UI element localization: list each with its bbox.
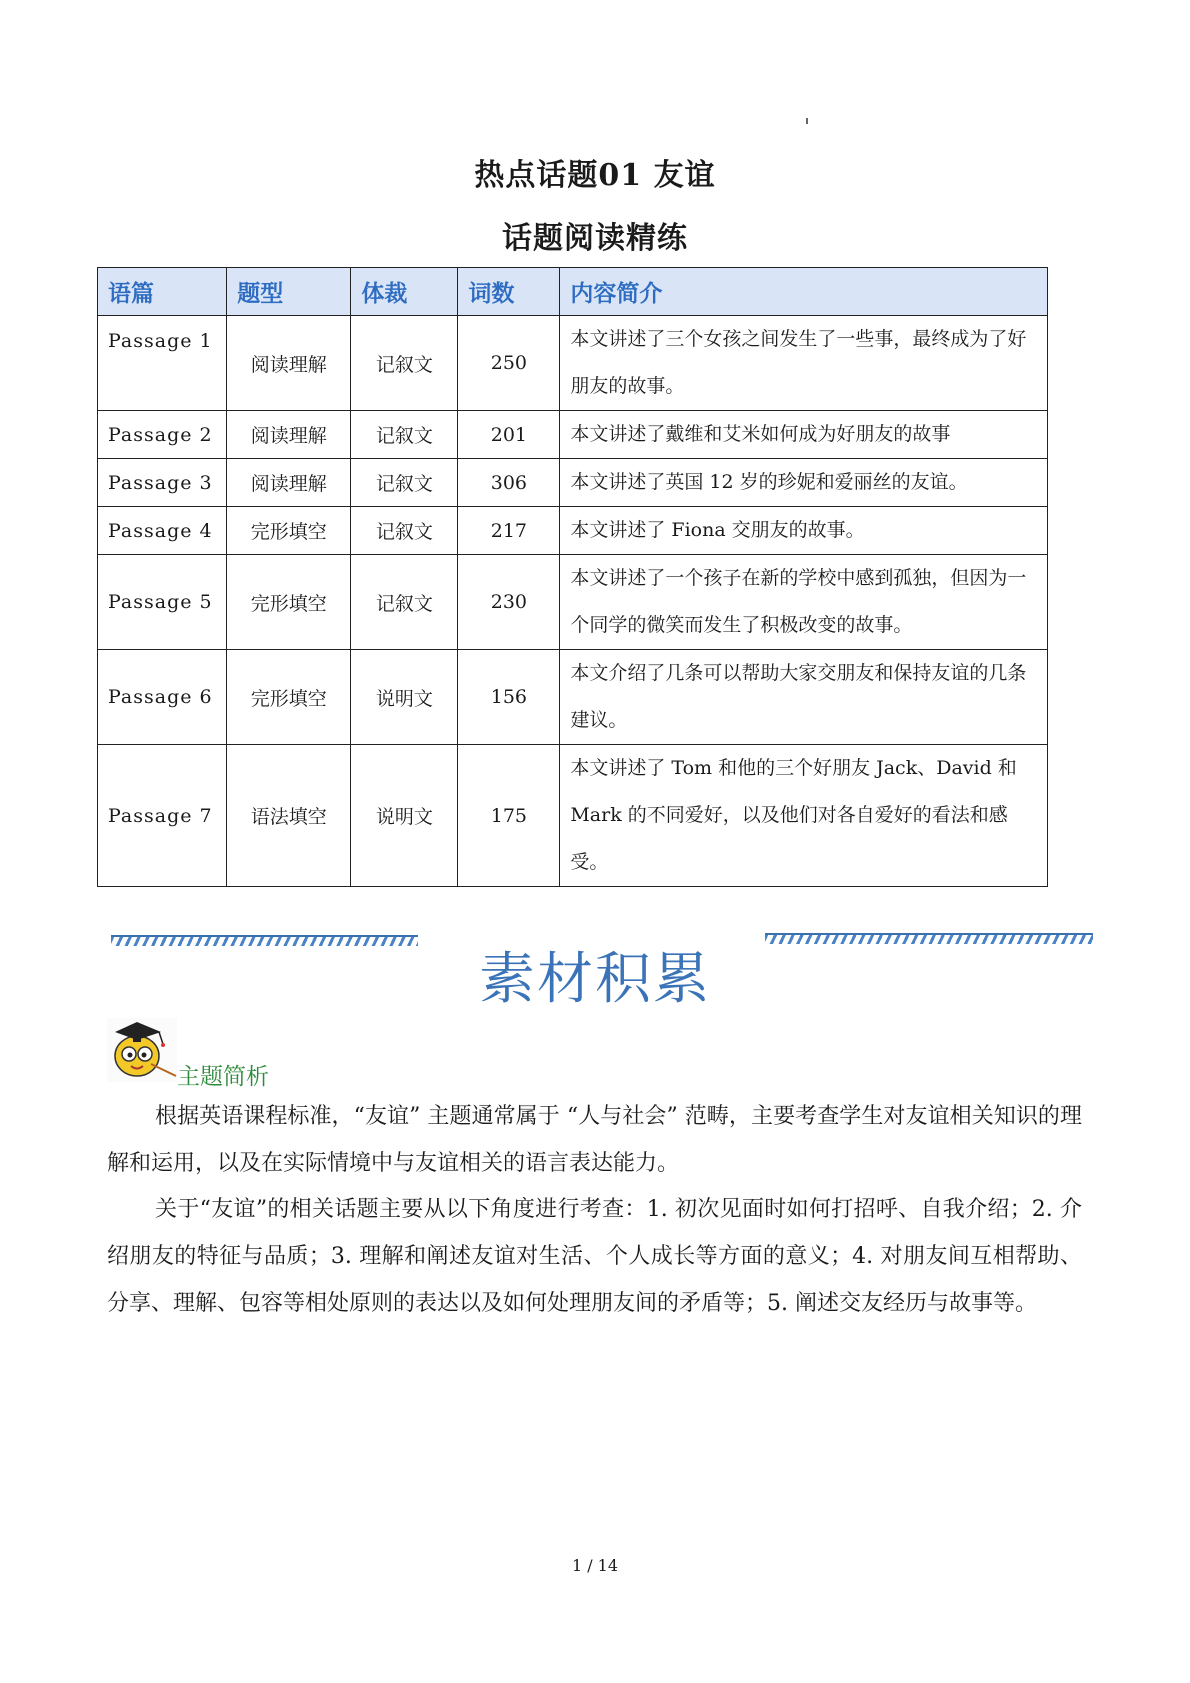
cell-passage: Passage 5 bbox=[98, 555, 227, 650]
cell-words: 217 bbox=[458, 507, 560, 555]
cell-genre: 记叙文 bbox=[351, 316, 458, 411]
banner-heading: 素材积累 bbox=[479, 947, 711, 1012]
table-row bbox=[98, 507, 1048, 555]
column-header-passage: 语篇 bbox=[98, 268, 227, 316]
cell-passage: Passage 6 bbox=[98, 650, 227, 745]
cell-words: 156 bbox=[458, 650, 560, 745]
page-subtitle: 话题阅读精练 bbox=[502, 221, 688, 256]
body-paragraph: 根据英语课程标准，“友谊” 主题通常属于 “人与社会” 范畴，主要考查学生对友谊相关知识的理解和运用，以及在实际情境中与友谊相关的语言表达能力。 bbox=[107, 1104, 1082, 1176]
cell-type: 阅读理解 bbox=[227, 316, 351, 411]
section-banner bbox=[0, 935, 1190, 1015]
cell-summary: 本文讲述了一个孩子在新的学校中感到孤独，但因为一个同学的微笑而发生了积极改变的故事。 bbox=[560, 555, 1048, 650]
cell-genre: 说明文 bbox=[351, 745, 458, 887]
table-row bbox=[98, 745, 1048, 887]
table-header-row bbox=[98, 268, 1048, 316]
table-row bbox=[98, 650, 1048, 745]
cell-passage: Passage 7 bbox=[98, 745, 227, 887]
cell-summary: 本文讲述了三个女孩之间发生了一些事，最终成为了好朋友的故事。 bbox=[560, 316, 1048, 411]
cell-words: 250 bbox=[458, 316, 560, 411]
page-number: 1 / 14 bbox=[571, 1556, 619, 1575]
body-paragraph: 关于“友谊”的相关话题主要从以下角度进行考查：1. 初次见面时如何打招呼、自我介绍；2. 介绍朋友的特征与品质；3. 理解和阐述友谊对生活、个人成长等方面的意义；4. 对朋友间互相帮助、分享、理解、包容等相处原则的表达以及如何处理朋友间的矛盾等；5. 阐述交友经历与故事等。 bbox=[107, 1197, 1082, 1316]
cell-genre: 记叙文 bbox=[351, 459, 458, 507]
cell-words: 175 bbox=[458, 745, 560, 887]
cell-summary: 本文讲述了戴维和艾米如何成为好朋友的故事 bbox=[560, 411, 1048, 459]
section-title: 主题简析 bbox=[177, 1064, 269, 1090]
cell-type: 语法填空 bbox=[227, 745, 351, 887]
cell-words: 201 bbox=[458, 411, 560, 459]
cell-summary: 本文讲述了 Tom 和他的三个好朋友 Jack、David 和 Mark 的不同爱好，以及他们对各自爱好的看法和感受。 bbox=[560, 745, 1048, 887]
column-header-summary: 内容简介 bbox=[560, 268, 1048, 316]
cell-genre: 记叙文 bbox=[351, 555, 458, 650]
cell-summary: 本文介绍了几条可以帮助大家交朋友和保持友谊的几条建议。 bbox=[560, 650, 1048, 745]
cell-type: 完形填空 bbox=[227, 650, 351, 745]
cell-words: 230 bbox=[458, 555, 560, 650]
page-title: 热点话题01 友谊 bbox=[474, 158, 716, 193]
cell-passage: Passage 1 bbox=[98, 316, 227, 411]
table-row bbox=[98, 459, 1048, 507]
scholar-mascot-icon bbox=[107, 1018, 177, 1082]
cell-genre: 记叙文 bbox=[351, 411, 458, 459]
cell-type: 阅读理解 bbox=[227, 411, 351, 459]
column-header-type: 题型 bbox=[227, 268, 351, 316]
passage-overview-table bbox=[97, 267, 1048, 887]
table-row bbox=[98, 411, 1048, 459]
cell-type: 阅读理解 bbox=[227, 459, 351, 507]
column-header-genre: 体裁 bbox=[351, 268, 458, 316]
cell-words: 306 bbox=[458, 459, 560, 507]
cell-type: 完形填空 bbox=[227, 555, 351, 650]
cell-summary: 本文讲述了英国 12 岁的珍妮和爱丽丝的友谊。 bbox=[560, 459, 1048, 507]
cell-genre: 说明文 bbox=[351, 650, 458, 745]
cell-summary: 本文讲述了 Fiona 交朋友的故事。 bbox=[560, 507, 1048, 555]
cell-passage: Passage 4 bbox=[98, 507, 227, 555]
cell-type: 完形填空 bbox=[227, 507, 351, 555]
table-row bbox=[98, 555, 1048, 650]
cell-passage: Passage 2 bbox=[98, 411, 227, 459]
stray-mark bbox=[806, 118, 808, 124]
cell-genre: 记叙文 bbox=[351, 507, 458, 555]
cell-passage: Passage 3 bbox=[98, 459, 227, 507]
table-row bbox=[98, 316, 1048, 411]
column-header-words: 词数 bbox=[458, 268, 560, 316]
